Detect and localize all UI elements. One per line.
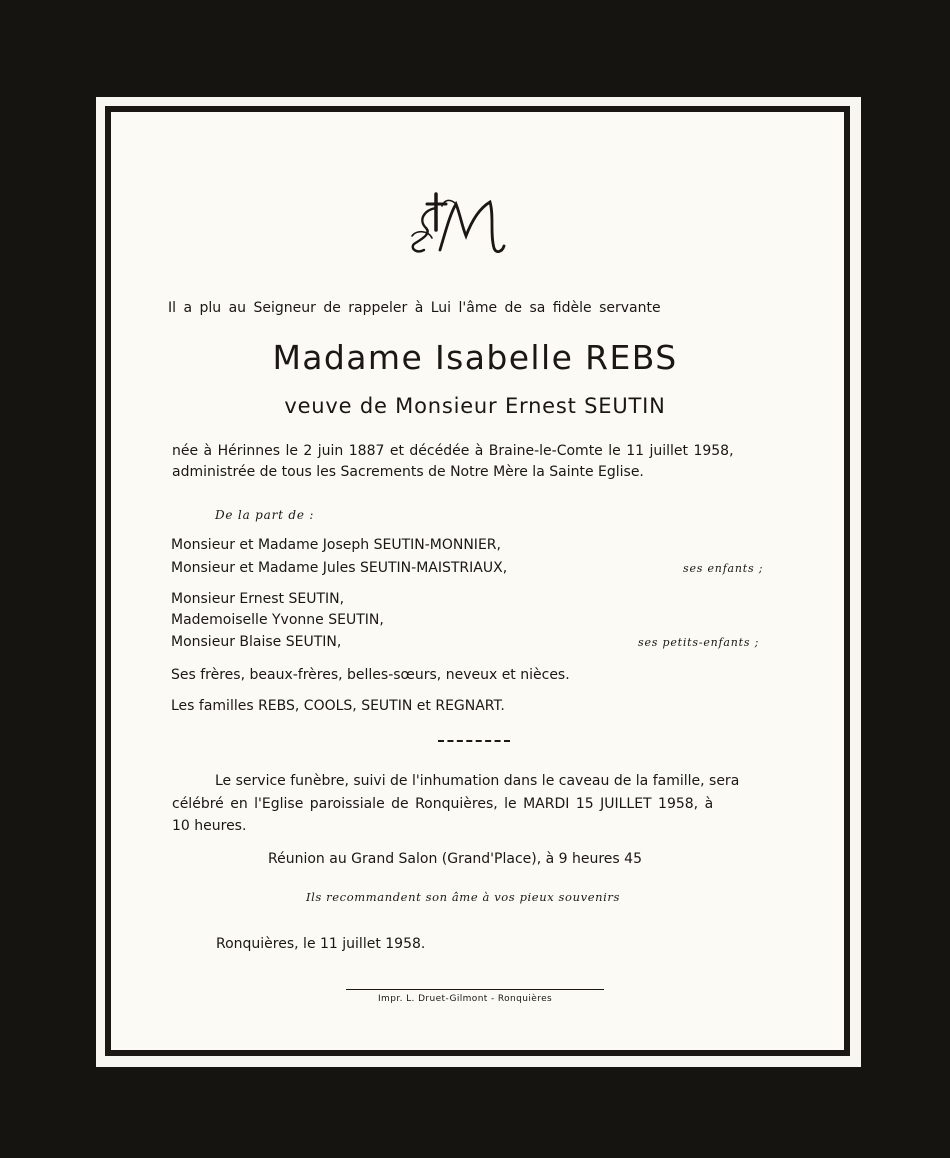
sacraments-line: administrée de tous les Sacrements de Notre Mère la Sainte Eglise. xyxy=(172,464,644,480)
child-line: Monsieur et Madame Jules SEUTIN-MAISTRIAUX, xyxy=(171,560,508,576)
reunion-line: Réunion au Grand Salon (Grand'Place), à 9 heures 45 xyxy=(268,851,642,867)
printer-imprint: Impr. L. Druet-Gilmont - Ronquières xyxy=(378,994,553,1004)
grandchild-line: Monsieur Blaise SEUTIN, xyxy=(171,634,342,650)
child-line: Monsieur et Madame Joseph SEUTIN-MONNIER, xyxy=(171,537,501,553)
printer-divider xyxy=(346,989,604,990)
intro-line: Il a plu au Seigneur de rappeler à Lui l'âme de sa fidèle servante xyxy=(168,300,661,316)
families-line: Les familles REBS, COOLS, SEUTIN et REGNART. xyxy=(171,698,505,714)
service-line: 10 heures. xyxy=(172,818,247,834)
service-line: célébré en l'Eglise paroissiale de Ronquières, le MARDI 15 JUILLET 1958, à xyxy=(172,796,714,812)
from-label: De la part de : xyxy=(215,508,315,522)
service-line: Le service funèbre, suivi de l'inhumation dans le caveau de la famille, sera xyxy=(215,773,740,789)
children-role: ses enfants ; xyxy=(683,562,764,575)
birth-death-line: née à Hérinnes le 2 juin 1887 et décédée à Braine-le-Comte le 11 juillet 1958, xyxy=(172,443,734,459)
section-divider xyxy=(438,740,510,742)
grandchild-line: Mademoiselle Yvonne SEUTIN, xyxy=(171,612,384,628)
widow-of-line: veuve de Monsieur Ernest SEUTIN xyxy=(284,394,666,418)
deceased-name: Madame Isabelle REBS xyxy=(272,338,678,377)
cross-monogram-icon xyxy=(406,190,506,262)
siblings-line: Ses frères, beaux-frères, belles-sœurs, neveux et nièces. xyxy=(171,667,570,683)
recommendation-line: Ils recommandent son âme à vos pieux souvenirs xyxy=(306,890,620,904)
grandchildren-role: ses petits-enfants ; xyxy=(638,636,760,649)
place-date: Ronquières, le 11 juillet 1958. xyxy=(216,936,426,952)
grandchild-line: Monsieur Ernest SEUTIN, xyxy=(171,591,345,607)
